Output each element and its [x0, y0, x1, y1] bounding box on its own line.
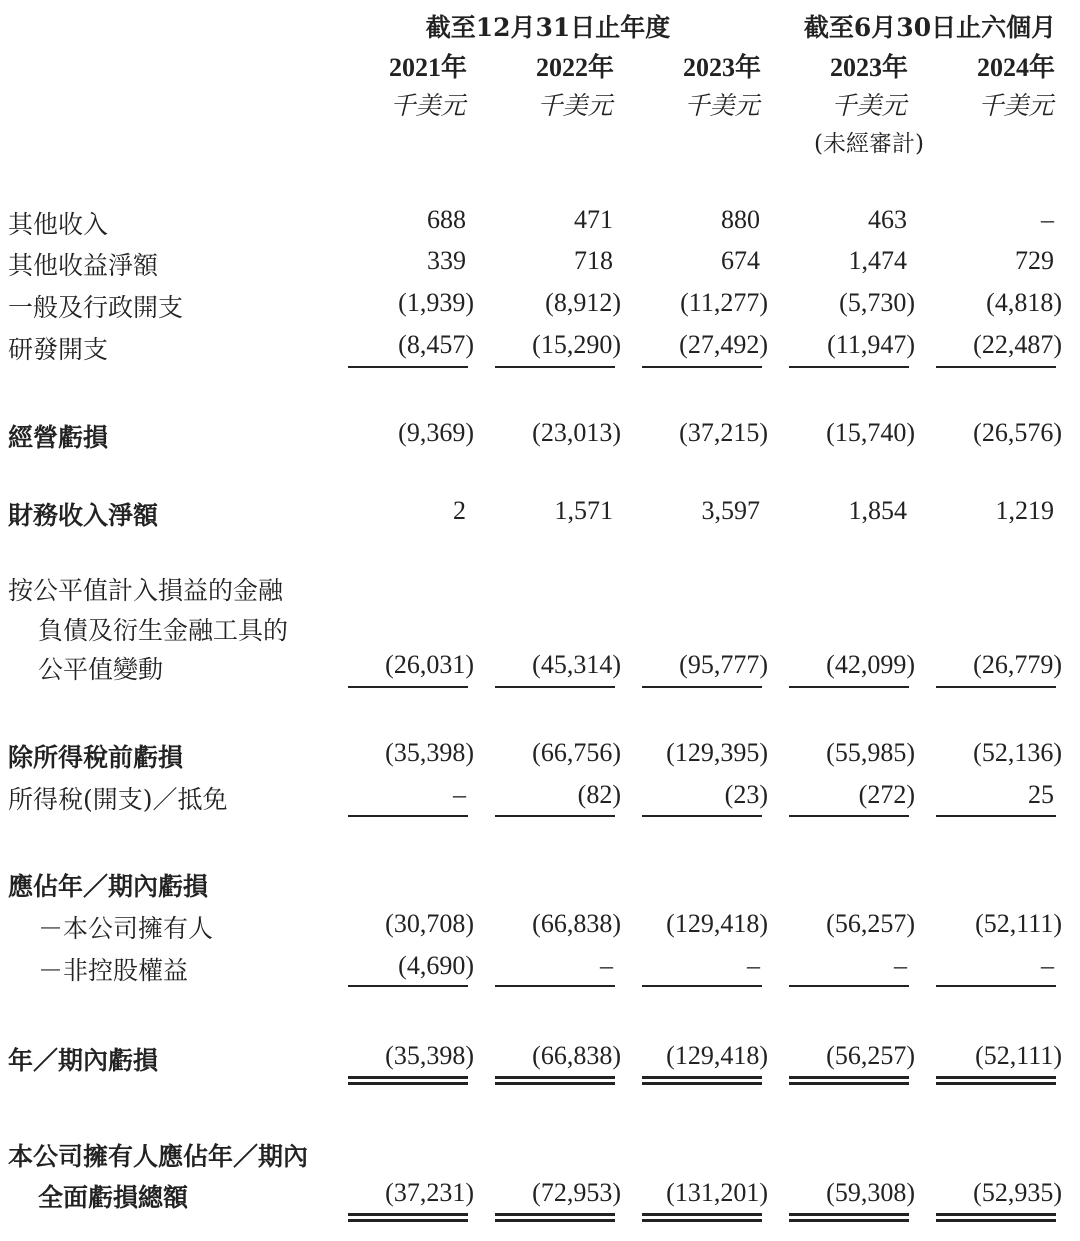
row-label-line: 負債及衍生金融工具的 [38, 616, 289, 645]
cell-value: 339 [427, 246, 466, 275]
cell-value: – [1041, 205, 1054, 234]
header-year-2023: 2023年 [682, 53, 761, 82]
row-label: 除所得稅前虧損 [8, 743, 184, 772]
row-label: 一般及行政開支 [8, 293, 184, 322]
cell-value: 729 [1015, 246, 1054, 275]
subtotal-rule [936, 985, 1056, 987]
cell-value: (45,314) [532, 650, 621, 679]
cell-value: (15,290) [532, 330, 621, 359]
header-group-annual: 截至12月31日止年度 [425, 13, 671, 42]
subtotal-rule [348, 985, 468, 987]
cell-value: (35,398) [385, 738, 474, 767]
row-label-line: 全面虧損總額 [38, 1183, 189, 1212]
total-double-rule [936, 1076, 1056, 1085]
cell-value: 880 [721, 205, 760, 234]
row-label: －本公司擁有人 [38, 914, 214, 943]
cell-value: (52,136) [973, 738, 1062, 767]
cell-value: (1,939) [398, 288, 474, 317]
row-label-line: 按公平值計入損益的金融 [8, 576, 284, 605]
cell-value: (37,231) [385, 1178, 474, 1207]
cell-value: (66,838) [532, 1041, 621, 1070]
total-double-rule [789, 1213, 909, 1222]
cell-value: (26,576) [973, 418, 1062, 447]
subtotal-rule [789, 815, 909, 817]
header-unit: 千美元 [537, 91, 613, 120]
cell-value: 688 [427, 205, 466, 234]
cell-value: (26,779) [973, 650, 1062, 679]
header-year-2023-interim: 2023年 [829, 53, 908, 82]
row-label: 經營虧損 [8, 423, 109, 452]
row-label: 研發開支 [8, 335, 109, 364]
subtotal-rule [789, 366, 909, 368]
cell-value: (82) [577, 780, 621, 809]
cell-value: (5,730) [839, 288, 915, 317]
subtotal-rule [936, 366, 1056, 368]
subtotal-rule [642, 985, 762, 987]
cell-value: 1,474 [848, 246, 907, 275]
cell-value: (129,395) [666, 738, 768, 767]
cell-value: (56,257) [826, 1041, 915, 1070]
cell-value: (72,953) [532, 1178, 621, 1207]
cell-value: (37,215) [679, 418, 768, 447]
subtotal-rule [495, 686, 615, 688]
cell-value: – [453, 780, 466, 809]
cell-value: – [600, 951, 613, 980]
header-unit: 千美元 [978, 91, 1054, 120]
cell-value: 471 [574, 205, 613, 234]
cell-value: (11,277) [680, 288, 768, 317]
header-group-interim: 截至6月30日止六個月 [803, 13, 1057, 42]
header-unaudited-note: (未經審計) [814, 131, 924, 157]
cell-value: (27,492) [679, 330, 768, 359]
total-double-rule [642, 1076, 762, 1085]
row-label: －非控股權益 [38, 956, 189, 985]
row-label: 其他收益淨額 [8, 251, 159, 280]
cell-value: 674 [721, 246, 760, 275]
subtotal-rule [936, 686, 1056, 688]
header-year-2024-interim: 2024年 [976, 53, 1055, 82]
subtotal-rule [348, 366, 468, 368]
section-heading: 應佔年／期內虧損 [8, 872, 209, 901]
total-double-rule [789, 1076, 909, 1085]
subtotal-rule [789, 686, 909, 688]
cell-value: (66,756) [532, 738, 621, 767]
cell-value: (52,111) [975, 1041, 1062, 1070]
cell-value: 463 [868, 205, 907, 234]
cell-value: 1,571 [554, 496, 613, 525]
subtotal-rule [495, 985, 615, 987]
cell-value: (59,308) [826, 1178, 915, 1207]
total-double-rule [495, 1213, 615, 1222]
cell-value: (8,457) [398, 330, 474, 359]
subtotal-rule [495, 366, 615, 368]
row-label-line: 公平值變動 [38, 655, 164, 684]
header-unit: 千美元 [831, 91, 907, 120]
cell-value: 1,854 [848, 496, 907, 525]
cell-value: 3,597 [701, 496, 760, 525]
cell-value: (30,708) [385, 909, 474, 938]
cell-value: (129,418) [666, 909, 768, 938]
cell-value: (23) [724, 780, 768, 809]
row-label: 其他收入 [8, 210, 109, 239]
cell-value: 1,219 [995, 496, 1054, 525]
total-double-rule [348, 1213, 468, 1222]
header-year-2021: 2021年 [388, 53, 467, 82]
subtotal-rule [642, 815, 762, 817]
cell-value: (56,257) [826, 909, 915, 938]
header-year-2022: 2022年 [535, 53, 614, 82]
cell-value: (35,398) [385, 1041, 474, 1070]
cell-value: – [894, 951, 907, 980]
cell-value: (4,690) [398, 951, 474, 980]
subtotal-rule [642, 366, 762, 368]
header-unit: 千美元 [390, 91, 466, 120]
cell-value: (26,031) [385, 650, 474, 679]
total-double-rule [348, 1076, 468, 1085]
row-label: 財務收入淨額 [8, 501, 159, 530]
cell-value: (42,099) [826, 650, 915, 679]
row-label-line: 本公司擁有人應佔年／期內 [8, 1142, 309, 1171]
total-double-rule [642, 1213, 762, 1222]
subtotal-rule [495, 815, 615, 817]
cell-value: – [1041, 951, 1054, 980]
cell-value: (129,418) [666, 1041, 768, 1070]
subtotal-rule [348, 815, 468, 817]
cell-value: (66,838) [532, 909, 621, 938]
cell-value: (8,912) [545, 288, 621, 317]
row-label: 年／期內虧損 [8, 1046, 159, 1075]
cell-value: (22,487) [973, 330, 1062, 359]
cell-value: (4,818) [986, 288, 1062, 317]
header-unit: 千美元 [684, 91, 760, 120]
cell-value: (11,947) [827, 330, 915, 359]
total-double-rule [936, 1213, 1056, 1222]
cell-value: (95,777) [679, 650, 768, 679]
cell-value: (52,935) [973, 1178, 1062, 1207]
cell-value: (52,111) [975, 909, 1062, 938]
cell-value: 2 [453, 496, 466, 525]
cell-value: (55,985) [826, 738, 915, 767]
row-label: 所得稅(開支)／抵免 [8, 785, 228, 814]
cell-value: 25 [1028, 780, 1054, 809]
total-double-rule [495, 1076, 615, 1085]
cell-value: (23,013) [532, 418, 621, 447]
cell-value: (272) [858, 780, 915, 809]
subtotal-rule [936, 815, 1056, 817]
cell-value: (15,740) [826, 418, 915, 447]
subtotal-rule [789, 985, 909, 987]
cell-value: (131,201) [666, 1178, 768, 1207]
cell-value: – [747, 951, 760, 980]
cell-value: (9,369) [398, 418, 474, 447]
subtotal-rule [348, 686, 468, 688]
subtotal-rule [642, 686, 762, 688]
cell-value: 718 [574, 246, 613, 275]
